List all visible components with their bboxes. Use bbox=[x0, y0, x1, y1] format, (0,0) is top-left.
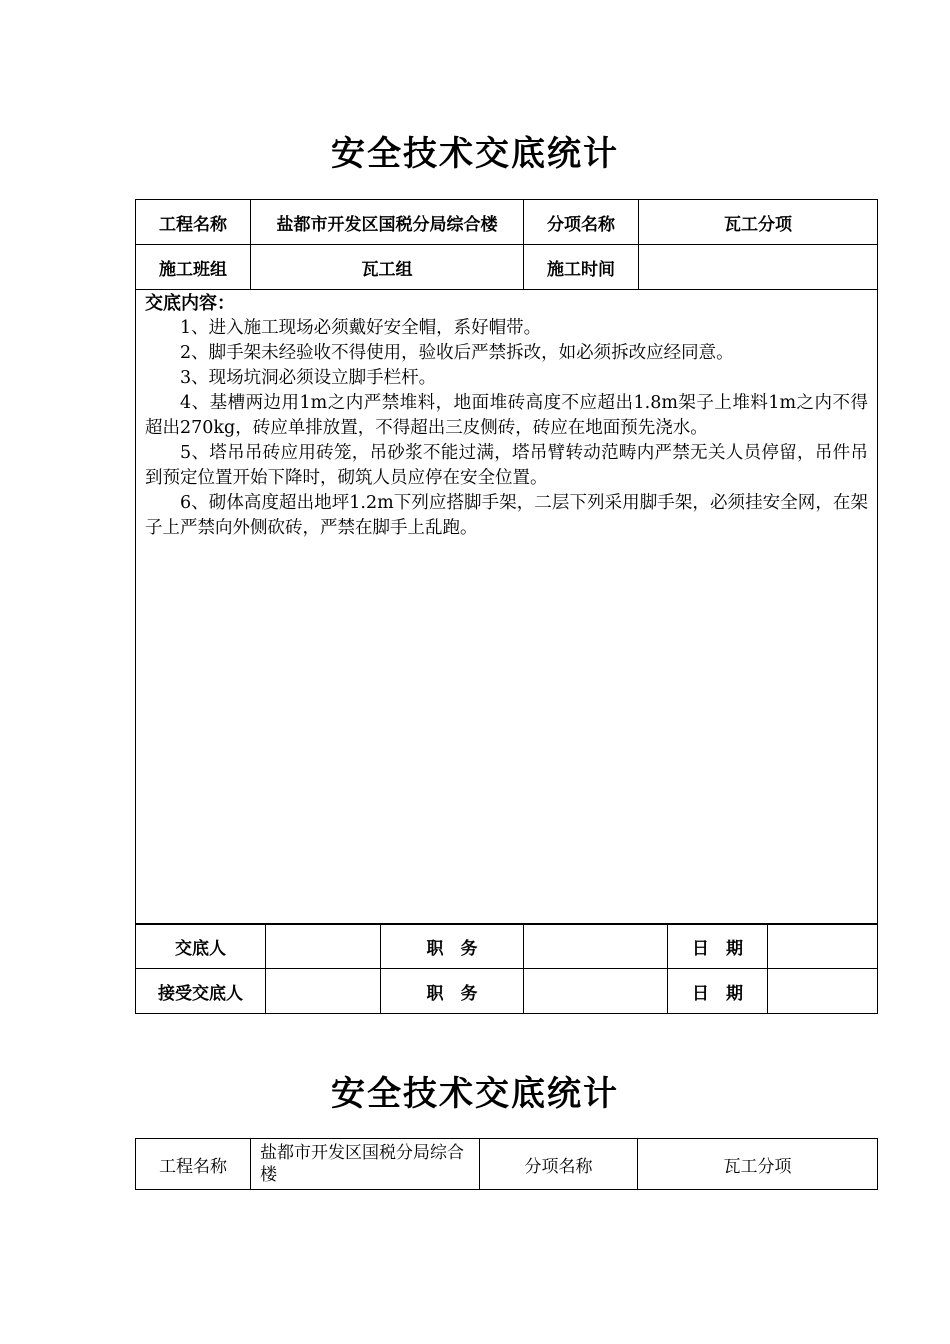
signature-table bbox=[135, 923, 878, 1014]
project-row bbox=[136, 1139, 878, 1190]
team-row bbox=[136, 245, 878, 290]
time-label: 施工时间 bbox=[524, 245, 639, 290]
content-item: 3、现场坑洞必须设立脚手栏杆。 bbox=[180, 368, 437, 388]
project-name-value: 盐都市开发区国税分局综合楼 bbox=[251, 200, 524, 245]
content-label: 交底内容： bbox=[145, 293, 235, 314]
discloser-label: 交底人 bbox=[136, 924, 266, 969]
date-label: 日 期 bbox=[668, 969, 768, 1014]
date-value[interactable] bbox=[768, 969, 878, 1014]
project-name-label: 工程名称 bbox=[136, 1139, 251, 1190]
signature-row bbox=[136, 924, 878, 969]
time-value bbox=[639, 245, 878, 290]
content-item: 4、基槽两边用1m之内严禁堆料，地面堆砖高度不应超出1.8m架子上堆料1m之内不得超出270kg，砖应单排放置，不得超出三皮侧砖，砖应在地面预先浇水。 bbox=[145, 393, 868, 438]
sub-item-label: 分项名称 bbox=[524, 200, 639, 245]
project-row bbox=[136, 200, 878, 245]
content-item: 6、砌体高度超出地坪1.2m下列应搭脚手架，二层下列采用脚手架，必须挂安全网，在架子上严禁向外侧砍砖，严禁在脚手上乱跑。 bbox=[145, 493, 868, 538]
date-label: 日 期 bbox=[668, 924, 768, 969]
sub-item-value: 瓦工分项 bbox=[638, 1139, 878, 1190]
project-name-value: 盐都市开发区国税分局综合楼 bbox=[251, 1139, 480, 1190]
content-cell bbox=[136, 290, 878, 925]
content-item: 1、进入施工现场必须戴好安全帽，系好帽带。 bbox=[180, 318, 542, 338]
content-item: 5、塔吊吊砖应用砖笼，吊砂浆不能过满，塔吊臂转动范畴内严禁无关人员停留，吊件吊到预定位置开始下降时，砌筑人员应停在安全位置。 bbox=[145, 443, 868, 488]
sub-item-label: 分项名称 bbox=[480, 1139, 638, 1190]
content-item: 2、脚手架未经验收不得使用，验收后严禁拆改，如必须拆改应经同意。 bbox=[180, 343, 734, 363]
receiver-label: 接受交底人 bbox=[136, 969, 266, 1014]
content-row bbox=[136, 290, 878, 925]
discloser-value[interactable] bbox=[266, 924, 381, 969]
page-title: 安全技术交底统计 bbox=[331, 134, 619, 174]
position-label: 职 务 bbox=[381, 924, 524, 969]
disclosure-form bbox=[135, 199, 878, 925]
sub-item-value: 瓦工分项 bbox=[639, 200, 878, 245]
position-label: 职 务 bbox=[381, 969, 524, 1014]
page-title: 安全技术交底统计 bbox=[331, 1074, 619, 1114]
receiver-value[interactable] bbox=[266, 969, 381, 1014]
disclosure-form-2 bbox=[135, 1138, 878, 1190]
signature-row bbox=[136, 969, 878, 1014]
project-name-label: 工程名称 bbox=[136, 200, 251, 245]
team-value: 瓦工组 bbox=[251, 245, 524, 290]
team-label: 施工班组 bbox=[136, 245, 251, 290]
date-value[interactable] bbox=[768, 924, 878, 969]
position-value[interactable] bbox=[524, 969, 668, 1014]
position-value[interactable] bbox=[524, 924, 668, 969]
